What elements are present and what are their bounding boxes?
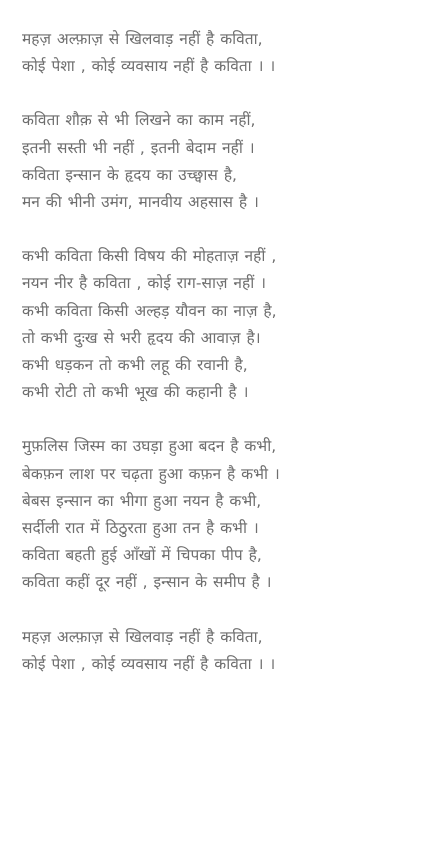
poem-line: इतनी सस्ती भी नहीं , इतनी बेदाम नहीं । [22, 138, 255, 157]
poem-line: नयन नीर है कविता , कोई राग-साज़ नहीं । [22, 274, 267, 293]
stanza-1 [22, 26, 422, 80]
stanza-2 [22, 107, 422, 216]
poem-line: मन की भीनी उमंग, मानवीय अहसास है । [22, 193, 259, 212]
poem-line: कभी कविता किसी विषय की मोहताज़ नहीं , [22, 247, 277, 266]
poem-line: कविता कहीं दूर नहीं , इन्सान के समीप है । [22, 573, 272, 592]
poem-line: महज़ अल्फ़ाज़ से खिलवाड़ नहीं है कविता, [22, 30, 263, 48]
poem-line: कोई पेशा , कोई व्यवसाय नहीं है कविता । । [22, 654, 276, 673]
stanza-5 [22, 624, 422, 678]
poem-line: बेकफ़न लाश पर चढ़ता हुआ कफ़न है कभी । [22, 464, 280, 483]
poem-line: महज़ अल्फ़ाज़ से खिलवाड़ नहीं है कविता, [22, 627, 263, 646]
poem-line: कभी धड़कन तो कभी लहू की रवानी है, [22, 356, 248, 375]
poem-line: कविता इन्सान के हृदय का उच्छ्वास है, [22, 165, 237, 184]
poem-line: मुफ़लिस जिस्म का उघड़ा हुआ बदन है कभी, [22, 437, 277, 456]
stanza-3 [22, 243, 422, 406]
poem-line: कविता बहती हुई आँखों में चिपका पीप है, [22, 546, 262, 565]
stanza-4 [22, 433, 422, 596]
poem-line: कभी कविता किसी अल्हड़ यौवन का नाज़ है, [22, 301, 277, 320]
poem-line: तो कभी दुःख से भरी हृदय की आवाज़ है। [22, 328, 261, 347]
poem [22, 26, 422, 705]
poem-line: बेबस इन्सान का भीगा हुआ नयन है कभी, [22, 491, 262, 510]
poem-line: कविता शौक़ से भी लिखने का काम नहीं, [22, 111, 256, 130]
poem-line: कोई पेशा , कोई व्यवसाय नहीं है कविता । । [22, 57, 276, 76]
poem-line: सर्दीली रात में ठिठुरता हुआ तन है कभी । [22, 519, 259, 538]
poem-line: कभी रोटी तो कभी भूख की कहानी है । [22, 383, 249, 402]
